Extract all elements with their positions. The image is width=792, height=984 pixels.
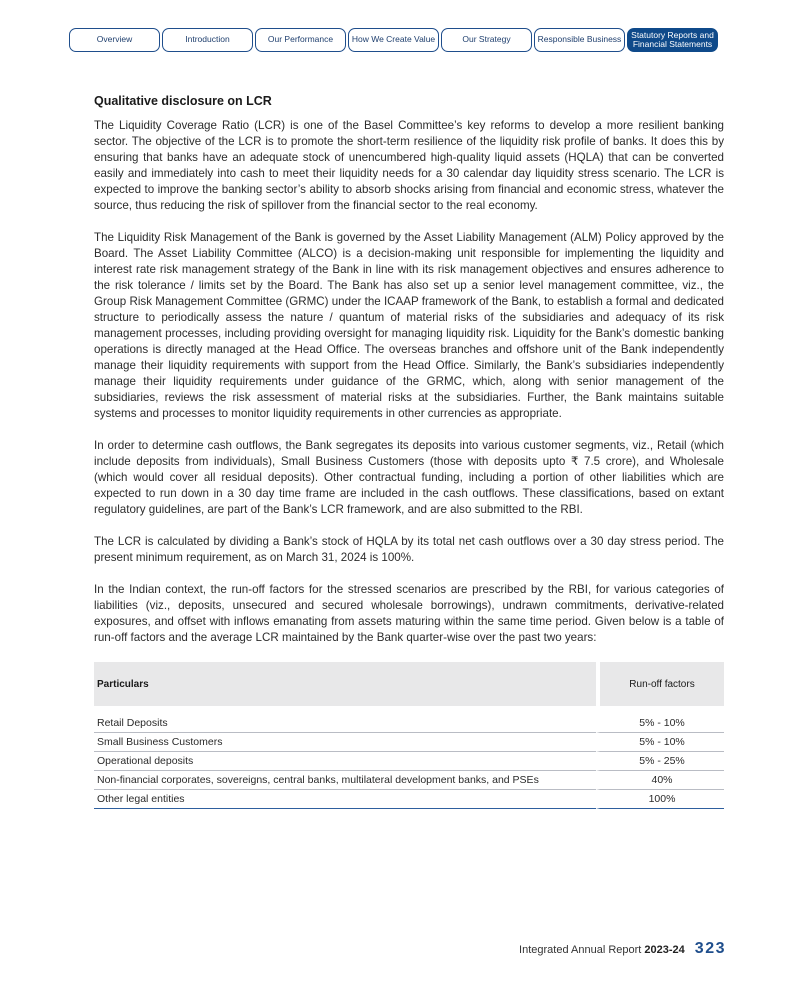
table-header-row — [94, 662, 724, 706]
report-year: 2023-24 — [644, 944, 685, 956]
tab-our-strategy[interactable]: Our Strategy — [441, 28, 532, 52]
table-row — [94, 790, 724, 809]
tab-statutory-reports[interactable]: Statutory Reports and Financial Statements — [627, 28, 718, 52]
tab-how-we-create-value[interactable]: How We Create Value — [348, 28, 439, 52]
row-run-off-factor: 5% - 25% — [596, 752, 724, 771]
run-off-factors-table — [94, 662, 724, 809]
tab-responsible-business[interactable]: Responsible Business — [534, 28, 625, 52]
header-run-off-factors: Run-off factors — [596, 662, 724, 706]
report-name: Integrated Annual Report — [519, 944, 642, 956]
row-run-off-factor: 40% — [596, 771, 724, 790]
table-row — [94, 771, 724, 790]
table-row — [94, 714, 724, 733]
row-particular: Small Business Customers — [94, 733, 596, 752]
paragraph-run-off-factors: In the Indian context, the run-off factors for the stressed scenarios are prescribed by the RBI, for various categories of liabilities (viz., deposits, unsecured and secured wholesale borrowings), undrawn commitments, derivative-related exposures, and offset with inflows emanating from assets maturing within the same time period. Given below is a table of run-off factors and the average LCR maintained by the Bank quarter-wise over the past two years: — [94, 583, 724, 644]
table-row — [94, 752, 724, 771]
row-particular: Non-financial corporates, sovereigns, central banks, multilateral development banks, and PSEs — [94, 771, 596, 790]
report-title — [519, 944, 685, 956]
section-nav — [69, 28, 724, 52]
tab-our-performance[interactable]: Our Performance — [255, 28, 346, 52]
row-particular: Other legal entities — [94, 790, 596, 809]
section-heading: Qualitative disclosure on LCR — [94, 94, 272, 108]
main-content — [94, 94, 724, 809]
tab-introduction[interactable]: Introduction — [162, 28, 253, 52]
paragraph-cash-outflows: In order to determine cash outflows, the Bank segregates its deposits into various customer segments, viz., Retail (which include deposits from individuals), Small Business Customers (those with deposits upto ₹ 7.5 crore), and Wholesale (which would cover all residual deposits). Other contractual funding, including a portion of other liabilities which are expected to run down in a 30 day time frame are included in the cash outflows. These classifications, based on extant regulatory guidelines, are part of the Bank’s LCR framework, and are also submitted to the RBI. — [94, 439, 724, 516]
paragraph-liquidity-risk-management: The Liquidity Risk Management of the Bank is governed by the Asset Liability Management (ALM) Policy approved by the Board. The Asset Liability Committee (ALCO) is a decision-making unit responsible for implementing the liquidity and interest rate risk management strategy of the Bank in line with its risk management objectives and ensures adherence to the risk tolerance / limits set by the Board. The Bank has also set up a senior level management committee, viz., the Group Risk Management Committee (GRMC) under the ICAAP framework of the Bank, to establish a formal and dedicated structure to periodically assess the nature / quantum of material risks of the subsidiaries and adequacy of its risk management processes, including providing oversight for managing liquidity risk. Liquidity for the Bank’s domestic banking operations is directly managed at the Head Office. The overseas branches and offshore unit of the Bank independently manage their liquidity requirements with support from the Head Office. Similarly, the Bank’s subsidiaries independently manage their liquidity requirements under guidance of the GRMC, which, along with senior management of the subsidiaries, reviews the risk assessment of material risks at the subsidiaries. Further, the Bank maintains suitable systems and processes to monitor liquidity requirements in other currencies as appropriate. — [94, 231, 724, 420]
header-particulars: Particulars — [94, 662, 596, 706]
row-particular: Operational deposits — [94, 752, 596, 771]
row-run-off-factor: 5% - 10% — [596, 733, 724, 752]
paragraph-lcr-intro: The Liquidity Coverage Ratio (LCR) is one of the Basel Committee’s key reforms to develop a more resilient banking sector. The objective of the LCR is to promote the short-term resilience of the liquidity risk profile of banks. It does this by ensuring that banks have an adequate stock of unencumbered high-quality liquid assets (HQLA) that can be converted easily and immediately into cash to meet their liquidity needs for a 30 calendar day liquidity stress scenario. The LCR is expected to improve the banking sector’s ability to absorb shocks arising from financial and economic stress, whatever the source, thus reducing the risk of spillover from the financial sector to the real economy. — [94, 119, 724, 212]
row-run-off-factor: 100% — [596, 790, 724, 809]
paragraph-lcr-calculation: The LCR is calculated by dividing a Bank’s stock of HQLA by its total net cash outflows over a 30 day stress period. The present minimum requirement, as on March 31, 2024 is 100%. — [94, 535, 724, 564]
row-run-off-factor: 5% - 10% — [596, 714, 724, 733]
tab-overview[interactable]: Overview — [69, 28, 160, 52]
table-row — [94, 733, 724, 752]
row-particular: Retail Deposits — [94, 714, 596, 733]
page-footer — [519, 940, 726, 958]
page-number: 323 — [694, 940, 726, 957]
